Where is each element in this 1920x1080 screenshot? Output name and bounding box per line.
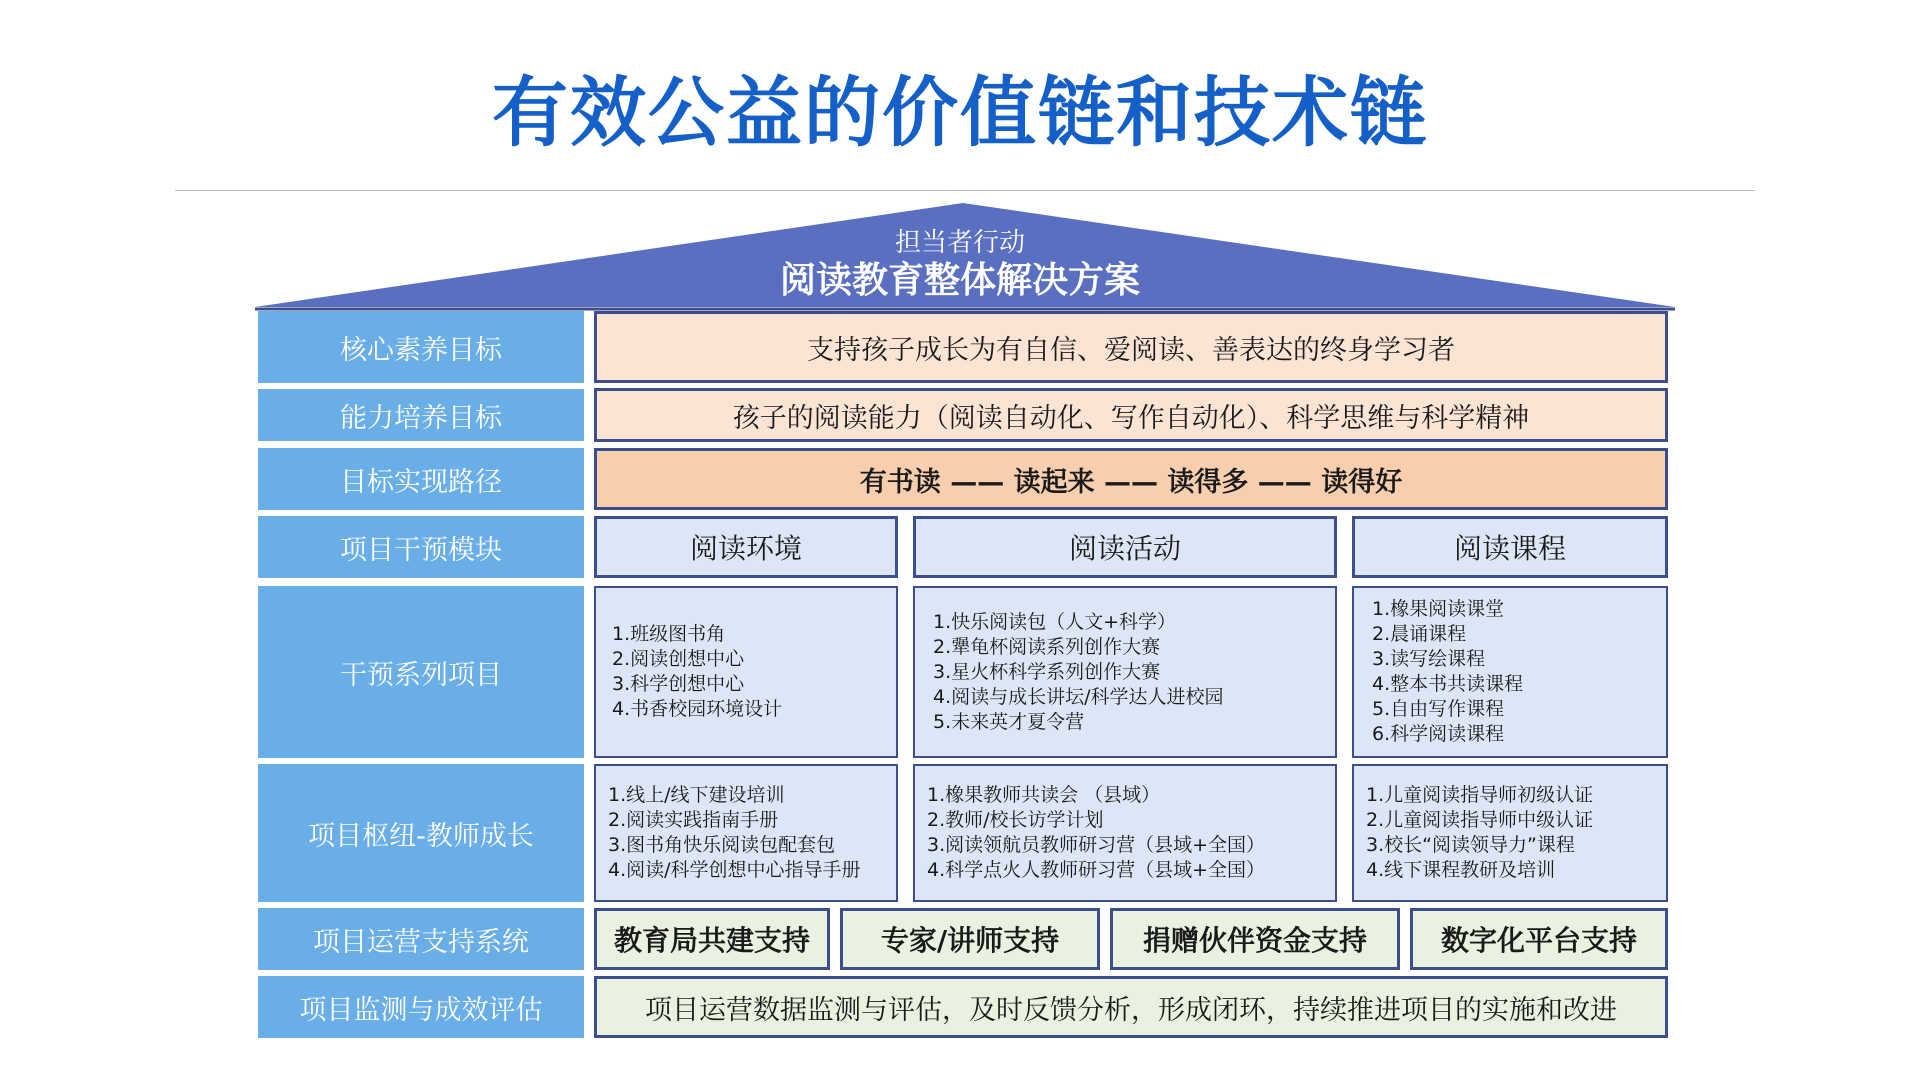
label-teacher-growth: 项目枢纽-教师成长 <box>258 764 584 902</box>
label-monitoring-evaluation: 项目监测与成效评估 <box>258 976 584 1038</box>
list-item: 1.快乐阅读包（人文+科学） <box>933 610 1177 633</box>
support-donors: 捐赠伙伴资金支持 <box>1110 908 1400 970</box>
list-item: 2.阅读创想中心 <box>612 648 745 670</box>
goal-path-content: 有书读 —— 读起来 —— 读得多 —— 读得好 <box>594 448 1668 510</box>
label-operations-support: 项目运营支持系统 <box>258 908 584 970</box>
list-item: 1.线上/线下建设培训 <box>608 784 785 806</box>
list-item: 4.线下课程教研及培训 <box>1366 859 1556 881</box>
monitoring-content: 项目运营数据监测与评估，及时反馈分析，形成闭环，持续推进项目的实施和改进 <box>594 976 1668 1038</box>
list-item: 5.自由写作课程 <box>1372 698 1505 720</box>
label-goal-path: 目标实现路径 <box>258 448 584 510</box>
label-ability-goal: 能力培养目标 <box>258 389 584 441</box>
label-core-goal: 核心素养目标 <box>258 311 584 383</box>
module-reading-environment: 阅读环境 <box>594 516 898 578</box>
series-environment-list <box>594 586 898 758</box>
list-item: 2.犟龟杯阅读系列创作大赛 <box>933 635 1161 658</box>
list-item: 3.图书角快乐阅读包配套包 <box>608 834 836 856</box>
list-item: 4.阅读/科学创想中心指导手册 <box>608 859 861 881</box>
list-item: 3.读写绘课程 <box>1372 648 1486 670</box>
list-item: 3.校长“阅读领导力”课程 <box>1366 834 1575 856</box>
list-item: 5.未来英才夏令营 <box>933 710 1085 733</box>
support-experts: 专家/讲师支持 <box>840 908 1100 970</box>
list-item: 4.整本书共读课程 <box>1372 673 1524 695</box>
list-item: 1.橡果教师共读会 （县域） <box>927 784 1161 806</box>
list-item: 1.橡果阅读课堂 <box>1372 598 1505 620</box>
series-activities-list <box>913 586 1337 758</box>
list-item: 1.班级图书角 <box>612 623 726 645</box>
roof-title: 阅读教育整体解决方案 <box>779 260 1140 301</box>
list-item: 3.星火杯科学系列创作大赛 <box>933 660 1161 683</box>
roof-subtitle: 担当者行动 <box>894 228 1025 258</box>
support-education-bureau: 教育局共建支持 <box>594 908 830 970</box>
label-intervention-series: 干预系列项目 <box>258 586 584 758</box>
teacher-courses-list <box>1352 764 1668 902</box>
title-divider <box>175 190 1755 191</box>
ability-goal-content: 孩子的阅读能力（阅读自动化、写作自动化）、科学思维与科学精神 <box>594 388 1668 442</box>
list-item: 3.阅读领航员教师研习营（县域+全国） <box>927 834 1266 856</box>
module-reading-activities: 阅读活动 <box>913 516 1337 578</box>
list-item: 2.教师/校长访学计划 <box>927 809 1104 831</box>
module-reading-courses: 阅读课程 <box>1352 516 1668 578</box>
list-item: 4.阅读与成长讲坛/科学达人进校园 <box>933 685 1224 708</box>
series-courses-list <box>1352 586 1668 758</box>
list-item: 4.书香校园环境设计 <box>612 698 783 720</box>
list-item: 2.阅读实践指南手册 <box>608 809 779 831</box>
support-digital-platform: 数字化平台支持 <box>1410 908 1668 970</box>
list-item: 3.科学创想中心 <box>612 673 745 695</box>
label-intervention-modules: 项目干预模块 <box>258 516 584 578</box>
page-title: 有效公益的价值链和技术链 <box>492 68 1428 157</box>
list-item: 1.儿童阅读指导师初级认证 <box>1366 784 1594 806</box>
teacher-activities-list <box>913 764 1337 902</box>
list-item: 2.晨诵课程 <box>1372 623 1467 645</box>
core-goal-content: 支持孩子成长为有自信、爱阅读、善表达的终身学习者 <box>594 311 1668 383</box>
list-item: 6.科学阅读课程 <box>1372 723 1505 745</box>
teacher-environment-list <box>594 764 898 902</box>
list-item: 4.科学点火人教师研习营（县域+全国） <box>927 859 1266 881</box>
list-item: 2.儿童阅读指导师中级认证 <box>1366 809 1594 831</box>
